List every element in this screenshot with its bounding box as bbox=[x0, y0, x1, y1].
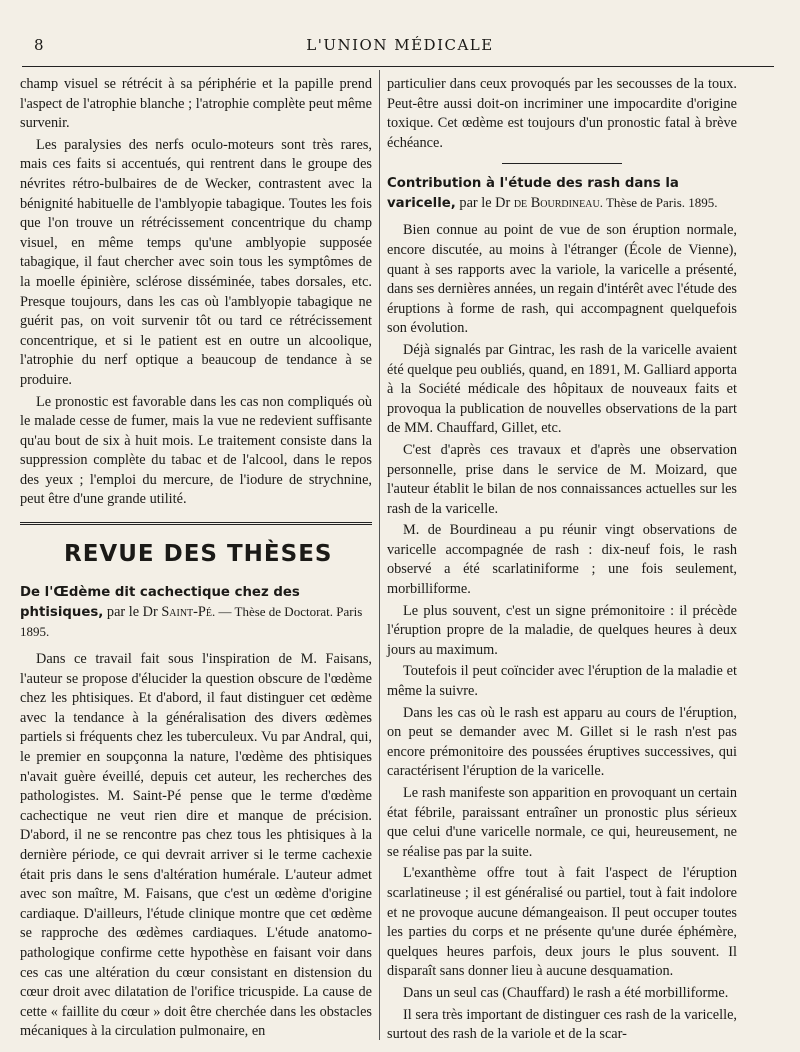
article-by: par le bbox=[459, 195, 492, 212]
article-author: de Bourdineau bbox=[513, 195, 600, 212]
right-column bbox=[387, 75, 737, 1047]
doctor-abbrev: Dr bbox=[495, 195, 511, 212]
section-title: REVUE DES THÈSES bbox=[64, 541, 333, 568]
paragraph: particulier dans ceux provoqués par les secousses de la toux. Peut-être aussi doit-on incriminer une impocardite d'origine toxique. Cet œdème est toujours d'un pronostic fatal à brève échéance. bbox=[387, 76, 737, 151]
paragraph: Bien connue au point de vue de son éruption normale, encore discutée, au moins à l'étranger (École de Vienne), quant à ses rapports avec la variole, la varicelle a présenté, dans ses dernières années, un regain d'intérêt avec l'étude des éruptions à forme de rash, qui accompagnent quelquefois son évolution. bbox=[387, 222, 737, 337]
article-title: De l'Œdème dit cachectique chez des phtisiques, bbox=[20, 585, 300, 621]
paragraph: champ visuel se rétrécit à sa périphérie et la papille prend l'aspect de l'atrophie blanche ; l'atrophie complète peut même survenir. bbox=[20, 76, 372, 132]
paragraph: M. de Bourdineau a pu réunir vingt observations de varicelle accompagnée de rash : dix-neuf fois, le rash observé a été scarlatiniforme ; une fois seulement, morbilliforme. bbox=[387, 522, 737, 598]
paragraph: Dans ce travail fait sous l'inspiration de M. Faisans, l'auteur se propose d'élucider la question obscure de l'œdème chez les phtisiques. Et d'abord, il faut distinguer cet œdème avec la tendance à la généralisation des divers œdèmes partiels si fréquents chez les tuberculeux. Vu par Andral, qui, le premier en soupçonna la nature, l'œdème des phtisiques n'avait guère éveillé, depuis cet auteur, les recherches des pathologistes. M. Saint-Pé pense que le terme d'œdème cachectique ne veut rien dire et manque de précision. D'abord, il ne se rencontre pas chez tous les phtisiques à la dernière période, ce qui devrait arriver si le terme cachexie était pris dans le sens d'altération humérale. L'auteur admet avec son maître, M. Faisans, que c'est un œdème d'origine cardiaque. D'ailleurs, l'étude clinique montre que cet œdème se rapproche des œdèmes cardiaques. L'étude anatomo-pathologique confirme cette hypothèse en faisant voir dans ces cas une altération du cœur consistant en distension du cœur droit avec dilatation de l'orifice tricuspide. La cause de cette « faillite du cœur » doit être cherchée dans les obstacles mécaniques à la circulation pulmonaire, en bbox=[20, 651, 372, 1040]
paragraph: Toutefois il peut coïncider avec l'éruption de la maladie et même la suivre. bbox=[387, 663, 737, 700]
article-author: Saint-Pé bbox=[161, 604, 212, 621]
page-number: 8 bbox=[34, 36, 44, 54]
section-separator bbox=[20, 522, 372, 525]
paragraph: Le pronostic est favorable dans les cas non compliqués où le malade cesse de fumer, mais la vue ne redevient suffisante qu'au bout de six à huit mois. Le traitement consiste dans la suppression complète du tabac et de l'alcool, dans le repos des yeux ; l'emploi du mercure, de l'iodure de strychnine, peut être d'une grande utilité. bbox=[20, 393, 372, 508]
article-by: par le bbox=[106, 604, 140, 621]
paragraph: Il sera très important de distinguer ces rash de la varicelle, surtout des rash de la variole et de la scar- bbox=[387, 1006, 737, 1043]
article-meta: . Thèse de Paris. 1895. bbox=[599, 195, 718, 211]
paragraph: Déjà signalés par Gintrac, les rash de la varicelle avaient été quelque peu oubliés, quand, en 1891, M. Galliard apporta à la Société médicale des hôpitaux de nouveaux faits et provoqua la publication de nouvelles observations de la part de MM. Chauffard, Gillet, etc. bbox=[387, 341, 737, 437]
doctor-abbrev: Dr bbox=[142, 604, 158, 621]
article-meta: . — Thèse de Doctorat. Paris 1895. bbox=[20, 604, 363, 640]
article-heading bbox=[20, 583, 372, 642]
paragraph: Le rash manifeste son apparition en provoquant un certain état fébrile, paraissant entraîner un pronostic plus sérieux que celui d'une varicelle normale, ce qui, heureusement, ne se réalise pas par la suite. bbox=[387, 785, 737, 860]
column-divider bbox=[379, 70, 380, 1040]
paragraph: Dans un seul cas (Chauffard) le rash a été morbilliforme. bbox=[403, 984, 729, 1001]
paragraph: C'est d'après ces travaux et d'après une observation personnelle, prise dans le service de M. Moizard, que l'auteur établit le bilan de nos connaissances actuelles sur les rash de la varicelle. bbox=[387, 441, 737, 517]
article-heading bbox=[387, 174, 737, 213]
article-separator bbox=[502, 163, 622, 164]
paragraph: Le plus souvent, c'est un signe prémonitoire : il précède l'éruption propre de la maladie, de quelques heures à deux jours au maximum. bbox=[387, 602, 737, 658]
article-title: Contribution à l'étude des rash dans la varicelle, bbox=[387, 176, 679, 212]
header-rule bbox=[22, 66, 774, 67]
paragraph: L'exanthème offre tout à fait l'aspect de l'éruption scarlatineuse ; il est généralisé ou partiel, tout à fait indolore et ne provoque aucune démangeaison. Il peut occuper toutes les parties du corps et ne présente qu'une durée éphémère, quelques heures parfois, deux jours le plus souvent. Il disparaît sans donner lieu à aucune desquamation. bbox=[387, 865, 737, 980]
paragraph: Dans les cas où le rash est apparu au cours de l'éruption, on peut se demander avec M. Gillet si le rash n'est pas encore prémonitoire des poussées éruptives successives, qui caractérisent l'éruption de la varicelle. bbox=[387, 704, 737, 780]
paragraph: Les paralysies des nerfs oculo-moteurs sont très rares, mais ces faits si accentués, qui rentrent dans le groupe des névrites rétro-bulbaires de de Wecker, contrastent avec la bénignité habituelle de l'amblyopie tabagique. Toutes les fois que l'on trouve un rétrécissement concentrique du champ visuel, en même temps qu'une amblyopie supposée tabagique, il faut chercher avec soin tous les symptômes de la moelle épinière, sclérose disséminée, tabes dorsales, etc. Presque toujours, dans les cas où l'amblyopie tabagique ne guérit pas, on voit survenir tôt ou tard ce rétrécissement concentrique, et si le patient est en outre un alcoolique, l'atrophie du nerf optique a beaucoup de tendance à se produire. bbox=[20, 136, 372, 388]
page-header bbox=[30, 36, 770, 60]
journal-title: L'UNION MÉDICALE bbox=[306, 36, 494, 54]
left-column bbox=[20, 75, 372, 1044]
